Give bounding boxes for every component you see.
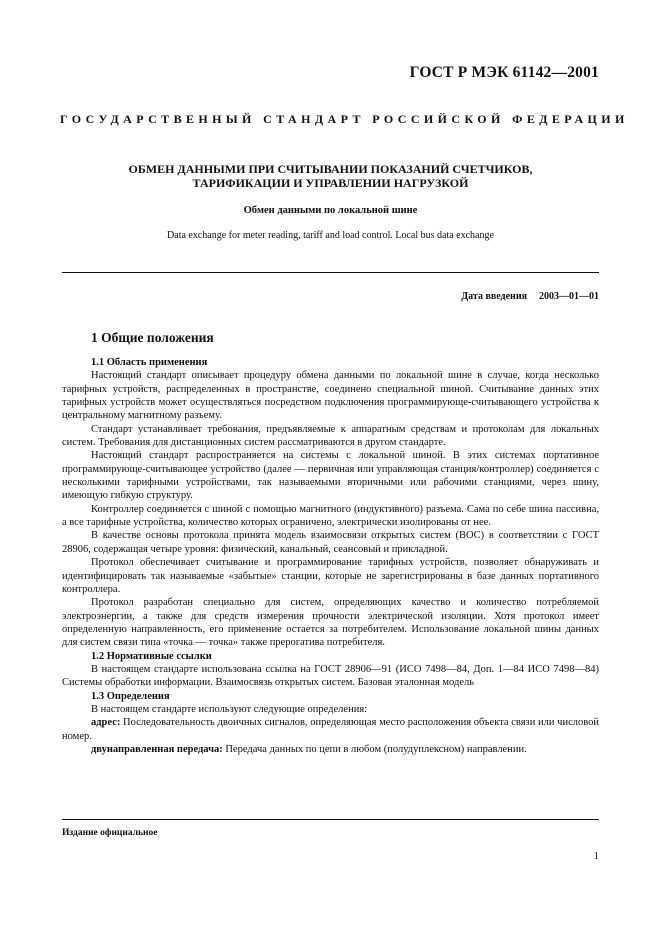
header-divider — [62, 272, 599, 273]
paragraph: Контроллер соединяется с шиной с помощью магнитного (индуктивного) разъема. Сама по себе шина пассивна, а все тарифные устройства, количество которых ограничено, электрически изолированы от нее. — [62, 503, 599, 529]
definition-address — [62, 716, 599, 743]
standard-number: ГОСТ Р МЭК 61142—2001 — [409, 64, 599, 81]
paragraph: Протокол обеспечивает считывание и программирование тарифных устройств, позволяет обнаруживать и идентифицировать так называемые «забытые» станции, которые не зарегистрированы в базе данных портативного контроллера. — [62, 557, 599, 595]
intro-date-label: Дата введения — [461, 291, 527, 302]
paragraph: Протокол разработан специально для систем, определяющих качество и количество потребляемой электроэнергии, а также для средств измерения прочности электрической изоляции. Хотя протокол имеет определенную направленность, его применение остается за потребителем. Использование локальной шины данных для систем связи типа «точка — точка» также прерогатива потребителя. — [62, 597, 599, 649]
paragraph: Настоящий стандарт распространяется на системы с локальной шиной. В этих системах портативное программирующе-считывающее устройство (далее — первичная или управляющая станция/контроллер) соединяется с несколькими тарифными устройствами, так называемыми вторичными или рабочими станциями, через шину, имеющую гибкую структуру. — [62, 450, 599, 502]
paragraph: Стандарт устанавливает требования, предъявляемые к аппаратным средствам и протоколам для локальных систем. Требования для дистанционных систем рассматриваются в другом стандарте. — [62, 423, 599, 449]
document-subtitle: Обмен данными по локальной шине — [243, 205, 418, 216]
english-title: Data exchange for meter reading, tariff and load control. Local bus data exchange — [167, 230, 494, 241]
document-title — [70, 162, 591, 190]
intro-date — [461, 291, 599, 302]
page-number: 1 — [593, 850, 599, 862]
paragraph: В настоящем стандарте используют следующие определения: — [91, 703, 368, 715]
subsection-heading-definitions: 1.3 Определения — [91, 690, 170, 702]
footer-divider — [62, 819, 599, 820]
definition-text: Последовательность двоичных сигналов, определяющая место расположения объекта связи или числовой номер. — [62, 717, 599, 742]
paragraph: В качестве основы протокола принята модель взаимосвязи открытых систем (ВОС) в соответствии с ГОСТ 28906, содержащая четыре уровня: физический, канальный, сеансовый и прикладной. — [62, 530, 599, 555]
definition-term: адрес: — [91, 717, 121, 729]
official-edition-label: Издание официальное — [62, 828, 158, 838]
title-line-2: ТАРИФИКАЦИИ И УПРАВЛЕНИИ НАГРУЗКОЙ — [192, 176, 469, 190]
subsection-heading-references: 1.2 Нормативные ссылки — [91, 650, 212, 662]
state-standard-heading: ГОСУДАРСТВЕННЫЙ СТАНДАРТ РОССИЙСКОЙ ФЕДЕРАЦИИ — [60, 112, 629, 126]
definition-bidirectional — [62, 743, 599, 756]
subsection-heading-scope: 1.1 Область применения — [91, 357, 208, 368]
body-text — [62, 356, 599, 756]
section-heading: 1 Общие положения — [91, 330, 214, 345]
paragraph: В настоящем стандарте использована ссылка на ГОСТ 28906—91 (ИСО 7498—84, Доп. 1—84 ИСО 7498—84) Системы обработки информации. Взаимосвязь открытых систем. Базовая эталонная модель — [62, 663, 599, 689]
title-line-1: ОБМЕН ДАННЫМИ ПРИ СЧИТЫВАНИИ ПОКАЗАНИЙ СЧЕТЧИКОВ, — [128, 162, 533, 176]
paragraph: Настоящий стандарт описывает процедуру обмена данными по локальной шине в случае, когда несколько тарифных устройств, распределенных в пространстве, соединено специальной шиной. Считывание данных этих тарифных устройств может осуществляться посредством подключения программирующе-считывающего устройства к центральному магнитному разъему. — [62, 370, 599, 422]
definition-text: Передача данных по цепи в любом (полудуплексном) направлении. — [222, 743, 527, 755]
definition-term: двунаправленная передача: — [91, 743, 223, 755]
intro-date-value: 2003—01—01 — [539, 291, 599, 302]
